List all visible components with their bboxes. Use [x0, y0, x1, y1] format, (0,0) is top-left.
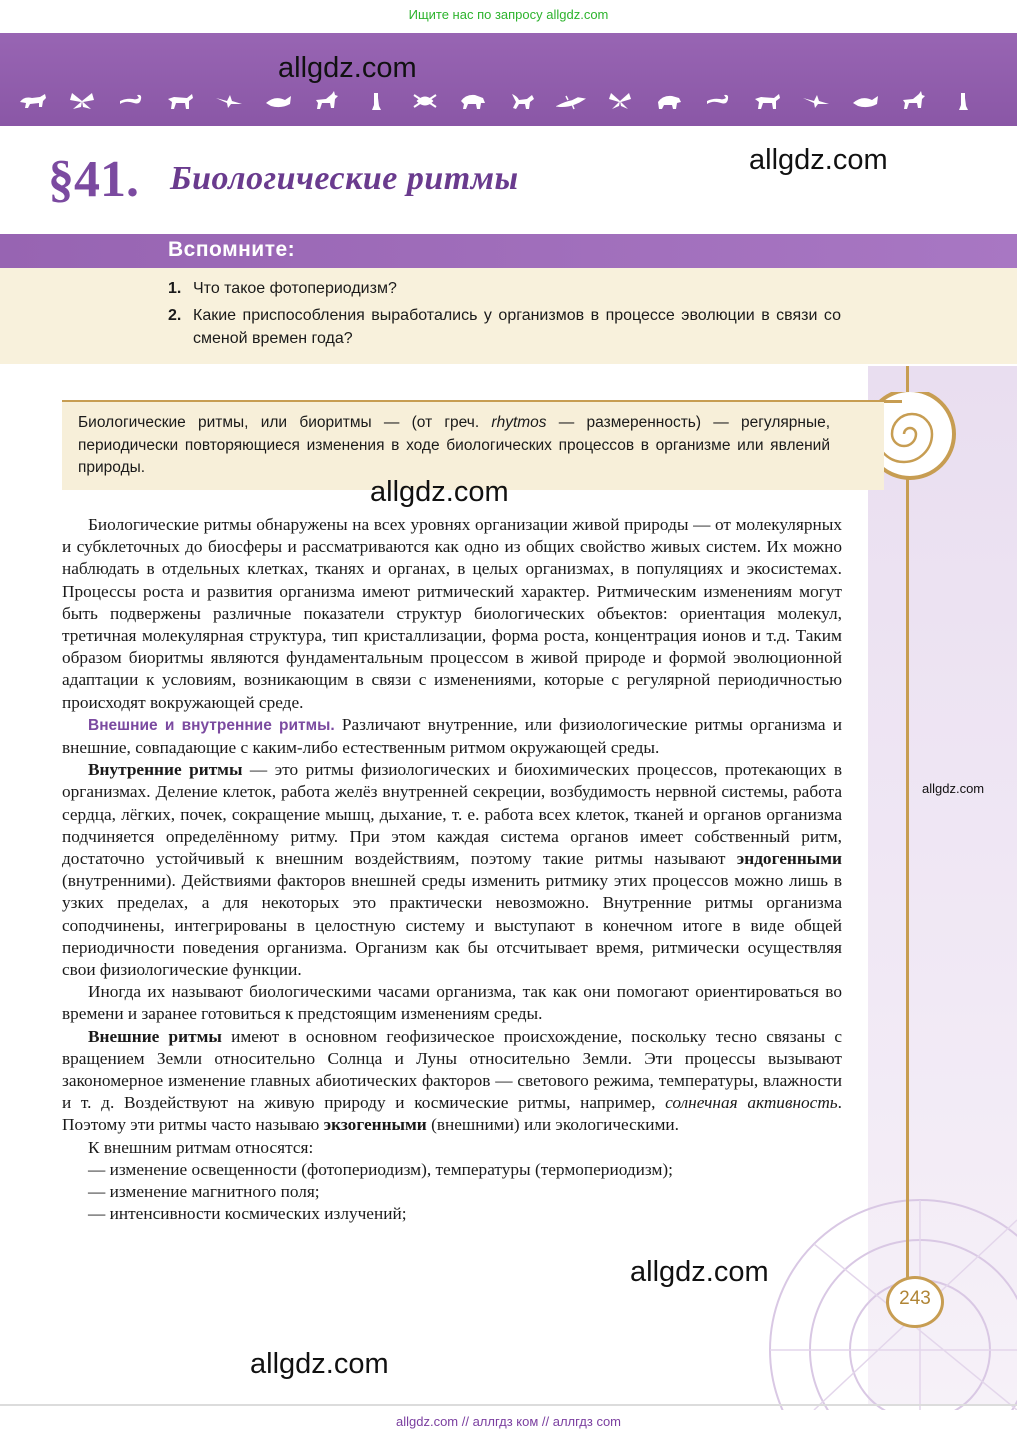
- bird-icon: [801, 90, 831, 112]
- bold-term: экзогенными: [323, 1115, 427, 1135]
- question-text: Что такое фотопериодизм?: [193, 280, 397, 297]
- watermark: allgdz.com: [630, 1256, 769, 1288]
- scorpion-icon: [116, 90, 146, 112]
- body-paragraph: Биологические ритмы обнаружены на всех уровнях организации живой природы — от молекулярных и субклеточных до биосферы и рассматриваются как одно из общих свойство живых систем. Их можно наблюдать в отдельных клетках, тканях и органах, в целых организмах, в популяциях и экосистемах. Процессы роста и развития организма имеют ритмический характер. Ритмическим изменениям могут быть подвержены различные показатели структур биологических объектов: ориентация молекул, третичная молекулярная структура, тип кристаллизации, форма роста, концентрация ионов и т.д. Таким образом биоритмы являются фундаментальным процессом в живой природе и формой эволюционной адаптации к условиям, возникающим в связи с изменениями, которые с регулярной периодичностью происходят вокружающей среде.: [62, 515, 842, 712]
- butterfly-icon: [67, 90, 97, 112]
- mammal-icon: [18, 90, 48, 112]
- text-run: — это ритмы физиологических и биохимических процессов, протекающих в организмах. Деление клеток, работа желёз внутренней секреции, возбудимость нервной системы, работа сердца, лёгких, почек, сокращение мышц, дыхание, т. е. работа всех клеток, тканей и органов организма подчиняется определённому ритму. При этом каждая система органов имеет собственный ритм, достаточно устойчивый к внешним воздействиям, поэтому такие ритмы называют: [62, 760, 842, 869]
- butterfly-icon: [605, 90, 635, 112]
- monkey-icon: [507, 90, 537, 112]
- question-number: 1.: [168, 280, 182, 297]
- bold-term: Внешние ритмы: [88, 1026, 222, 1046]
- section-subheading: Внешние и внутренние ритмы.: [88, 716, 335, 734]
- recall-bar: [0, 234, 1017, 268]
- bold-term: эндогенными: [736, 849, 842, 869]
- body-paragraph: [62, 714, 842, 759]
- fish-icon: [263, 90, 293, 112]
- italic-term: солнечная активность: [665, 1093, 838, 1113]
- body-paragraph: [62, 1026, 842, 1137]
- definition-term: rhytmos: [491, 414, 547, 431]
- watermark: allgdz.com: [922, 781, 985, 796]
- meerkat-icon: [361, 90, 391, 112]
- recall-question: [168, 277, 848, 301]
- gold-vertical-line: [906, 366, 909, 1286]
- question-number: 2.: [168, 307, 182, 324]
- bold-term: Внутренние ритмы: [88, 760, 243, 780]
- list-item: — интенсивности космических излучений;: [88, 1204, 407, 1224]
- watermark: allgdz.com: [250, 1348, 389, 1380]
- footer-links: allgdz.com // аллгдз ком // аллгдз com: [395, 1414, 622, 1429]
- text-run: . Поэтому эти ритмы часто называю: [62, 1093, 842, 1135]
- definition-text: [78, 412, 830, 480]
- watermark: allgdz.com: [749, 144, 888, 176]
- text-run: (внутренними). Действиями факторов внешней среды изменить ритмику этих процессов можно лишь в узких пределах, а для некоторых это практически невозможно. Внутренние ритмы организма соподчинены, интегрированы в целостную систему и выступают в конечном итоге в виде общей периодичности поведения организма. Организм как бы отсчитывает время, ритмически осуществляя свои физиологические функции.: [62, 871, 842, 980]
- bird-icon: [214, 90, 244, 112]
- insect-icon: [410, 90, 440, 112]
- top-search-banner: Ищите нас по запросу allgdz.com: [408, 7, 609, 22]
- lizard-icon: [556, 90, 586, 112]
- definition-part: — размеренность) — регулярные, периодически повторяющиеся изменения в ходе биологических процессов в организме или явлений природы.: [78, 414, 831, 476]
- bottom-divider: [0, 1404, 1017, 1406]
- meerkat-icon: [948, 90, 978, 112]
- body-paragraph: [62, 759, 842, 981]
- bison-icon: [458, 90, 488, 112]
- list-item: — изменение освещенности (фотопериодизм), температуры (термопериодизм);: [88, 1159, 673, 1179]
- main-text: [62, 514, 842, 1226]
- deer-icon: [899, 90, 929, 112]
- page-number: 243: [899, 1288, 931, 1309]
- horse-icon: [752, 90, 782, 112]
- question-text: Какие приспособления выработались у организмов в процессе эволюции в связи со сменой времен года?: [193, 307, 841, 347]
- list-item: — изменение магнитного поля;: [88, 1182, 320, 1202]
- watermark: allgdz.com: [278, 52, 417, 84]
- text-run: Различают внутренние, или физиологические ритмы организма и внешние, совпадающие с каким-либо естественным ритмом окружающей среды.: [62, 714, 843, 758]
- watermark: allgdz.com: [370, 476, 509, 508]
- body-paragraph: К внешним ритмам относятся:: [88, 1137, 314, 1157]
- fish-icon: [850, 90, 880, 112]
- body-paragraph: Иногда их называют биологическими часами организма, так как они помогают ориентироваться во времени и заранее готовиться к предстоящим изменениям среды.: [62, 982, 842, 1024]
- horse-icon: [165, 90, 195, 112]
- deer-icon: [312, 90, 342, 112]
- paragraph-number: §41.: [48, 151, 139, 208]
- buffalo-icon: [654, 90, 684, 112]
- text-run: имеют в основном геофизическое происхождение, поскольку тесно связаны с вращением Земли относительно Солнца и Луны относительно Земли. Эти процессы вызывают закономерное изменение главных абиотических факторов — светового режима, температуры, влажности и т. д. Воздействуют на живую природу и космические ритмы, например,: [62, 1026, 843, 1113]
- scorpion-icon: [703, 90, 733, 112]
- definition-part: Биологические ритмы, или биоритмы — (от греч.: [78, 414, 492, 431]
- paragraph-title: Биологические ритмы: [170, 160, 519, 197]
- recall-title: Вспомните:: [168, 238, 296, 261]
- text-run: (внешними) или экологическими.: [426, 1115, 679, 1135]
- animal-silhouettes: [18, 86, 978, 116]
- recall-question: [168, 304, 848, 352]
